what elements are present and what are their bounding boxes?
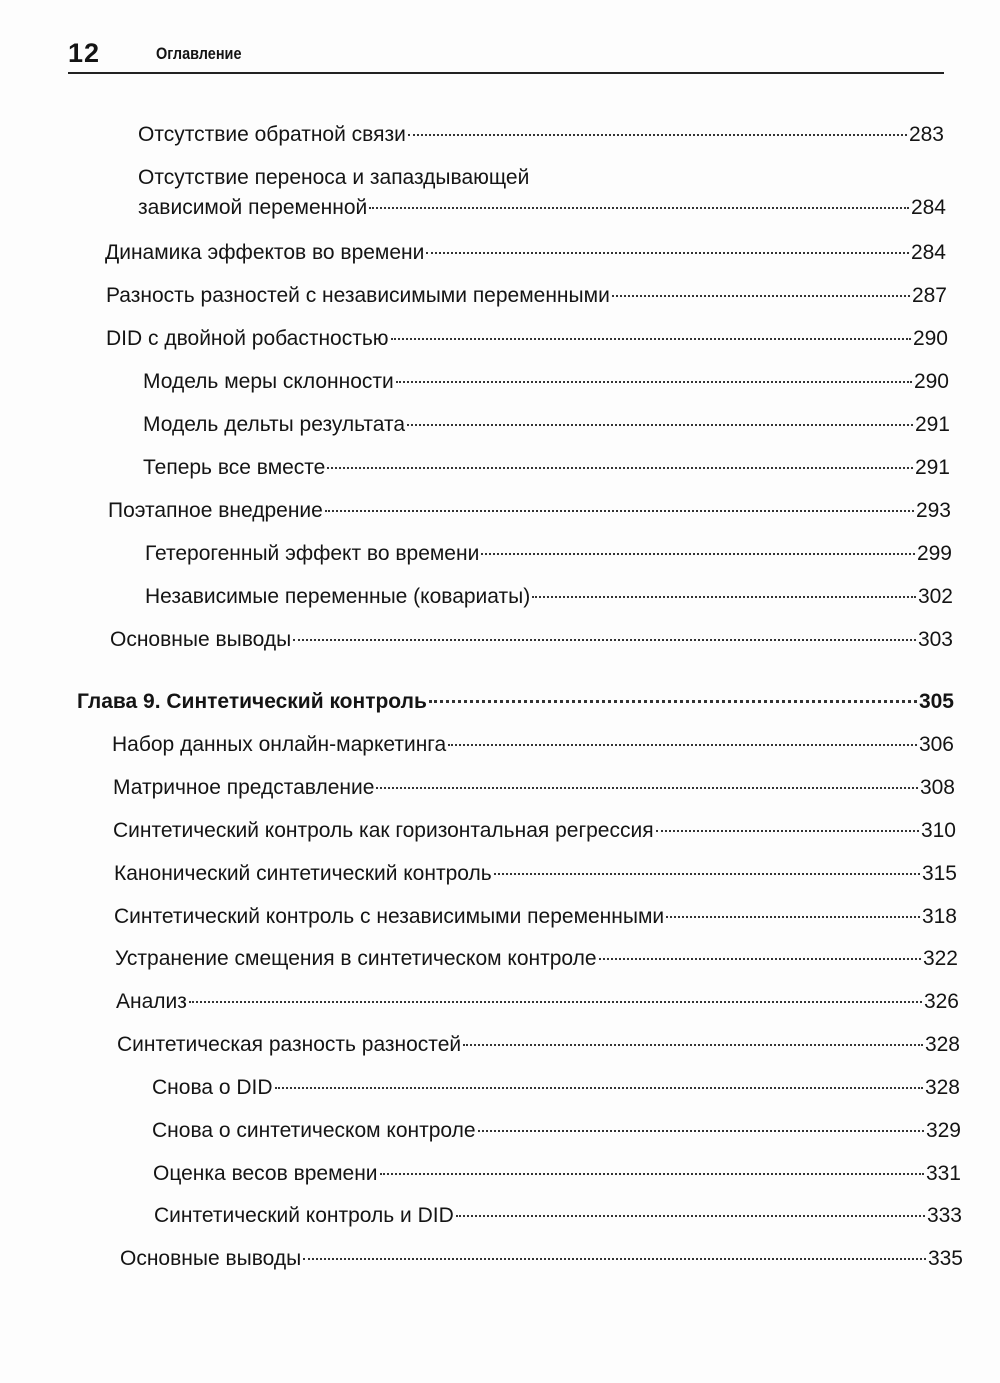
toc-entry-title: Основные выводы	[120, 1247, 302, 1270]
toc-entry-page: 299	[916, 542, 952, 565]
toc-entry[interactable]	[106, 326, 948, 352]
toc-entry-title: Синтетический контроль как горизонтальная регрессия	[113, 819, 654, 842]
toc-entry[interactable]	[112, 732, 954, 758]
dot-leader	[456, 1215, 925, 1217]
dot-leader	[448, 744, 917, 746]
dot-leader	[407, 424, 913, 426]
dot-leader	[369, 207, 909, 209]
toc-entry-title: Разность разностей с независимыми переменными	[106, 284, 610, 307]
toc-chapter-entry[interactable]	[77, 689, 954, 715]
dot-leader	[656, 830, 919, 832]
dot-leader	[599, 958, 921, 960]
toc-entry[interactable]	[152, 1075, 960, 1101]
toc-entry[interactable]	[115, 946, 958, 972]
toc-entry[interactable]	[154, 1203, 962, 1229]
toc-entry-title: Теперь все вместе	[143, 456, 326, 479]
dot-leader	[325, 510, 914, 512]
dot-leader	[463, 1044, 923, 1046]
toc-entry-multiline[interactable]	[138, 163, 946, 223]
toc-entry-title: Снова о DID	[152, 1076, 273, 1099]
dot-leader	[532, 596, 916, 598]
toc-entry-page: 290	[913, 370, 949, 393]
toc-entry-page: 290	[912, 327, 948, 350]
dot-leader	[293, 639, 916, 641]
dot-leader	[391, 338, 911, 340]
dot-leader	[426, 252, 909, 254]
toc-entry-title: Канонический синтетический контроль	[114, 862, 492, 885]
toc-entry[interactable]	[145, 584, 953, 610]
dot-leader	[666, 916, 920, 918]
toc-entry-page: 326	[923, 990, 959, 1013]
toc-entry-title: Оценка весов времени	[153, 1162, 378, 1185]
toc-entry-title: Синтетическая разность разностей	[117, 1033, 462, 1056]
toc-entry[interactable]	[117, 1032, 960, 1058]
dot-leader	[327, 467, 913, 469]
toc-entry[interactable]	[143, 412, 950, 438]
toc-entry-page: 306	[918, 733, 954, 756]
toc-entry-page: 328	[924, 1033, 960, 1056]
toc-entry[interactable]	[108, 498, 951, 524]
toc-entry-title: Поэтапное внедрение	[108, 499, 323, 522]
toc-entry[interactable]	[105, 240, 946, 266]
dot-leader	[303, 1258, 926, 1260]
toc-entry-page: 335	[927, 1247, 963, 1270]
dot-leader	[275, 1087, 923, 1089]
toc-entry-page: 303	[917, 628, 953, 651]
toc-entry-page: 293	[915, 499, 951, 522]
toc-entry[interactable]	[106, 283, 947, 309]
toc-entry-page: 331	[925, 1162, 961, 1185]
toc-entry[interactable]	[120, 1246, 963, 1272]
toc-entry-page: 318	[921, 905, 957, 928]
toc-entry-page: 284	[910, 196, 946, 219]
toc-entry-title: Синтетический контроль с независимыми переменными	[114, 905, 665, 928]
toc-entry-title: DID с двойной робастностью	[106, 327, 389, 350]
toc-entry-title: Модель дельты результата	[143, 413, 406, 436]
toc-entry-page: 315	[921, 862, 957, 885]
dot-leader	[376, 787, 918, 789]
toc-entry[interactable]	[152, 1118, 961, 1144]
toc-entry-title: Независимые переменные (ковариаты)	[145, 585, 531, 608]
toc-entry-line2	[138, 193, 946, 223]
toc-entry-title: Основные выводы	[110, 628, 292, 651]
toc-entry-page: 284	[910, 241, 946, 264]
toc-entry-title-line1: Отсутствие переноса и запаздывающей	[138, 166, 530, 189]
dot-leader	[494, 873, 920, 875]
toc-entry-page: 287	[911, 284, 947, 307]
toc-entry[interactable]	[113, 818, 956, 844]
toc-entry[interactable]	[110, 627, 953, 653]
toc-entry-page: 310	[920, 819, 956, 842]
toc-entry-title: Матричное представление	[113, 776, 375, 799]
toc-entry-title: Синтетический контроль и DID	[154, 1204, 454, 1227]
toc-entry[interactable]	[143, 455, 950, 481]
toc-entry[interactable]	[114, 904, 957, 930]
toc-entry-page: 333	[926, 1204, 962, 1227]
toc-chapter-title: Глава 9. Синтетический контроль	[77, 690, 427, 713]
toc-entry-title: Устранение смещения в синтетическом контроле	[115, 947, 597, 970]
toc-entry-page: 291	[914, 456, 950, 479]
toc-entry-page: 308	[919, 776, 955, 799]
dot-leader	[380, 1173, 924, 1175]
dot-leader	[481, 553, 915, 555]
toc-entry-title: зависимой переменной	[138, 196, 368, 219]
dot-leader	[478, 1130, 924, 1132]
toc-entry[interactable]	[113, 775, 955, 801]
dot-leader	[396, 381, 912, 383]
toc-entry-title: Анализ	[116, 990, 187, 1013]
toc-entry-page: 328	[924, 1076, 960, 1099]
toc-entry-title: Модель меры склонности	[143, 370, 394, 393]
toc-entry-title: Динамика эффектов во времени	[105, 241, 425, 264]
toc-entry[interactable]	[153, 1161, 961, 1187]
running-title: Оглавление	[156, 44, 242, 63]
toc-entry-title: Отсутствие обратной связи	[138, 123, 406, 146]
toc-entry-page: 322	[922, 947, 958, 970]
toc-entry-page: 329	[925, 1119, 961, 1142]
toc-chapter-page: 305	[918, 690, 954, 713]
dot-leader	[189, 1001, 922, 1003]
dot-leader	[612, 295, 910, 297]
toc-entry[interactable]	[116, 989, 959, 1015]
toc-entry-page: 291	[914, 413, 950, 436]
toc-entry[interactable]	[143, 369, 949, 395]
toc-entry[interactable]	[138, 122, 944, 148]
dot-leader	[429, 700, 917, 703]
toc-entry-page: 283	[908, 123, 944, 146]
toc-entry-title: Снова о синтетическом контроле	[152, 1119, 476, 1142]
toc-entry[interactable]	[145, 541, 952, 567]
toc-entry[interactable]	[114, 861, 957, 887]
toc-entry-title: Гетерогенный эффект во времени	[145, 542, 480, 565]
toc-entry-title: Набор данных онлайн-маркетинга	[112, 733, 447, 756]
dot-leader	[408, 134, 907, 136]
toc-entry-page: 302	[917, 585, 953, 608]
page-number: 12	[68, 38, 101, 68]
